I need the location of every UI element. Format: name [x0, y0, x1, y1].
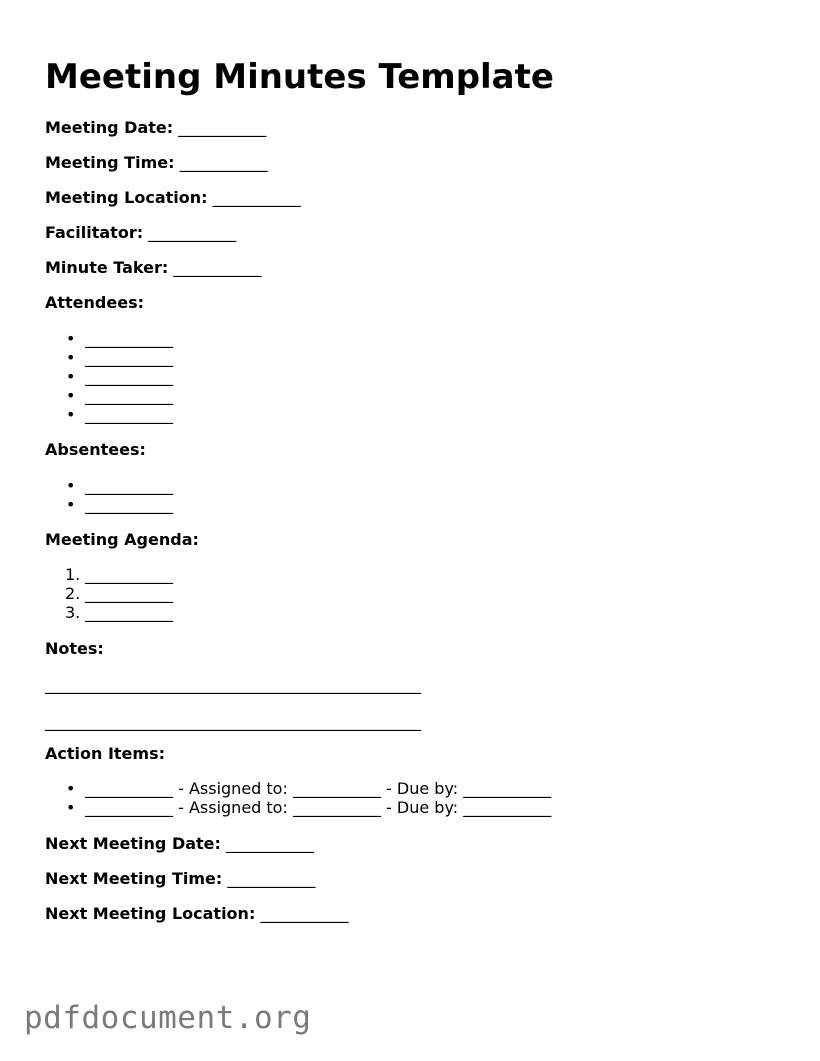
bullet-icon: •: [66, 348, 76, 367]
minute-taker-label: Minute Taker:: [45, 258, 169, 277]
bullet-icon: •: [66, 386, 76, 405]
notes-line: _______________________________________________: [45, 712, 421, 731]
absentees-list: [45, 476, 173, 514]
list-item: • ___________ - Assigned to: ___________ - Due by: ___________: [66, 779, 552, 798]
meeting-location-field: [45, 188, 301, 208]
next-meeting-time-field: [45, 869, 315, 889]
agenda-heading: Meeting Agenda:: [45, 530, 199, 549]
attendees-list: [45, 329, 173, 424]
next-meeting-time-blank: ___________: [227, 869, 316, 888]
meeting-date-blank: ___________: [178, 118, 267, 137]
facilitator-blank: ___________: [148, 223, 237, 242]
list-item: 2. ___________: [65, 584, 173, 603]
attendees-heading: Attendees:: [45, 293, 144, 312]
action-items-heading: Action Items:: [45, 744, 165, 763]
bullet-icon: •: [66, 405, 76, 424]
list-item: 1. ___________: [65, 565, 173, 584]
next-meeting-date-blank: ___________: [226, 834, 315, 853]
bullet-icon: •: [66, 367, 76, 386]
bullet-icon: •: [66, 495, 76, 514]
list-item: • ___________ - Assigned to: ___________ - Due by: ___________: [66, 798, 552, 817]
list-item: • ___________: [66, 329, 173, 348]
meeting-time-field: [45, 153, 268, 173]
next-meeting-location-field: [45, 904, 348, 924]
minute-taker-blank: ___________: [173, 258, 262, 277]
meeting-location-blank: ___________: [212, 188, 301, 207]
next-meeting-date-field: [45, 834, 314, 854]
absentees-heading: Absentees:: [45, 440, 146, 459]
list-item: • ___________: [66, 495, 173, 514]
meeting-time-blank: ___________: [179, 153, 268, 172]
notes-line: _______________________________________________: [45, 675, 421, 694]
bullet-icon: •: [66, 798, 76, 817]
list-item: • ___________: [66, 476, 173, 495]
meeting-date-field: [45, 118, 266, 138]
list-item: • ___________: [66, 367, 173, 386]
next-meeting-location-label: Next Meeting Location:: [45, 904, 256, 923]
next-meeting-location-blank: ___________: [260, 904, 349, 923]
notes-heading: Notes:: [45, 639, 104, 658]
bullet-icon: •: [66, 779, 76, 798]
list-item: 3. ___________: [65, 603, 173, 622]
next-meeting-time-label: Next Meeting Time:: [45, 869, 223, 888]
next-meeting-date-label: Next Meeting Date:: [45, 834, 221, 853]
agenda-list: [45, 565, 173, 622]
meeting-time-label: Meeting Time:: [45, 153, 175, 172]
minute-taker-field: [45, 258, 261, 278]
action-items-list: [45, 779, 551, 817]
facilitator-field: [45, 223, 236, 243]
bullet-icon: •: [66, 329, 76, 348]
bullet-icon: •: [66, 476, 76, 495]
list-item: • ___________: [66, 405, 173, 424]
list-item: • ___________: [66, 386, 173, 405]
watermark: pdfdocument.org: [24, 1000, 312, 1036]
list-item: • ___________: [66, 348, 173, 367]
page-title: Meeting Minutes Template: [45, 57, 554, 97]
meeting-date-label: Meeting Date:: [45, 118, 174, 137]
meeting-location-label: Meeting Location:: [45, 188, 208, 207]
facilitator-label: Facilitator:: [45, 223, 144, 242]
